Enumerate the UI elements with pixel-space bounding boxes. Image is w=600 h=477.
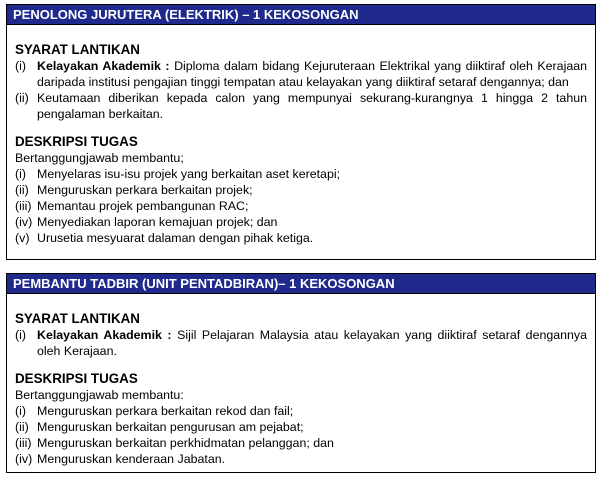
item-body: Menyelaras isu-isu projek yang berkaitan aset keretapi; <box>37 167 341 181</box>
tugas-item <box>15 198 587 214</box>
syarat-title: SYARAT LANTIKAN <box>15 311 140 326</box>
tugas-item <box>15 214 587 230</box>
tugas-item <box>15 403 587 419</box>
item-number: (v) <box>15 231 30 245</box>
vacancy-body <box>7 294 595 467</box>
tugas-item <box>15 451 587 467</box>
item-number: (iii) <box>15 199 32 213</box>
item-text <box>37 58 587 90</box>
tugas-title: DESKRIPSI TUGAS <box>15 371 138 386</box>
tugas-item <box>15 166 587 182</box>
item-body: Menguruskan berkaitan perkhidmatan pelanggan; dan <box>37 436 334 450</box>
tugas-item <box>15 182 587 198</box>
tugas-intro: Bertanggungjawab membantu; <box>15 151 184 165</box>
tugas-item <box>15 435 587 451</box>
vacancy-header: PEMBANTU TADBIR (UNIT PENTADBIRAN)– 1 KEKOSONGAN <box>7 274 595 294</box>
vacancy-panel-pembantu-tadbir <box>6 273 596 473</box>
item-body: Menguruskan berkaitan pengurusan am pejabat; <box>37 420 304 434</box>
item-body: Menguruskan perkara berkaitan rekod dan fail; <box>37 404 294 418</box>
item-number: (iv) <box>15 452 33 466</box>
tugas-item <box>15 230 587 246</box>
item-body: Keutamaan diberikan kepada calon yang mempunyai sekurang-kurangnya 1 hingga 2 tahun pengalaman berkaitan. <box>37 91 587 121</box>
item-body: Urusetia mesyuarat dalaman dengan pihak ketiga. <box>37 231 314 245</box>
item-number: (i) <box>15 404 27 418</box>
item-number: (i) <box>15 59 27 73</box>
item-body: Menguruskan perkara berkaitan projek; <box>37 183 253 197</box>
tugas-item <box>15 419 587 435</box>
item-body: Menguruskan kenderaan Jabatan. <box>37 452 226 466</box>
item-number: (iv) <box>15 215 33 229</box>
item-number: (i) <box>15 167 27 181</box>
syarat-item <box>15 327 587 359</box>
tugas-title: DESKRIPSI TUGAS <box>15 134 138 149</box>
vacancy-header: PENOLONG JURUTERA (ELEKTRIK) – 1 KEKOSONGAN <box>7 5 595 25</box>
item-number: (iii) <box>15 436 32 450</box>
item-body: Memantau projek pembangunan RAC; <box>37 199 249 213</box>
item-label: Kelayakan Akademik : <box>37 328 172 342</box>
syarat-item <box>15 58 587 90</box>
vacancy-panel-penolong-jurutera <box>6 4 596 260</box>
syarat-title: SYARAT LANTIKAN <box>15 42 140 57</box>
item-text <box>37 327 587 359</box>
item-body: Menyediakan laporan kemajuan projek; dan <box>37 215 278 229</box>
vacancy-body <box>7 25 595 246</box>
item-body: Diploma dalam bidang Kejuruteraan Elektrikal yang diiktiraf oleh Kerajaan daripada institusi pengajian tinggi tempatan atau kelayakan yang diiktiraf setaraf dengannya; dan <box>37 59 587 89</box>
item-number: (ii) <box>15 420 29 434</box>
tugas-intro: Bertanggungjawab membantu: <box>15 388 184 402</box>
item-number: (ii) <box>15 183 29 197</box>
item-number: (ii) <box>15 91 29 105</box>
item-number: (i) <box>15 328 27 342</box>
item-label: Kelayakan Akademik : <box>37 59 170 73</box>
syarat-item <box>15 90 587 122</box>
item-body: Sijil Pelajaran Malaysia atau kelayakan yang diiktiraf setaraf dengannya oleh Kerajaan. <box>37 328 587 358</box>
